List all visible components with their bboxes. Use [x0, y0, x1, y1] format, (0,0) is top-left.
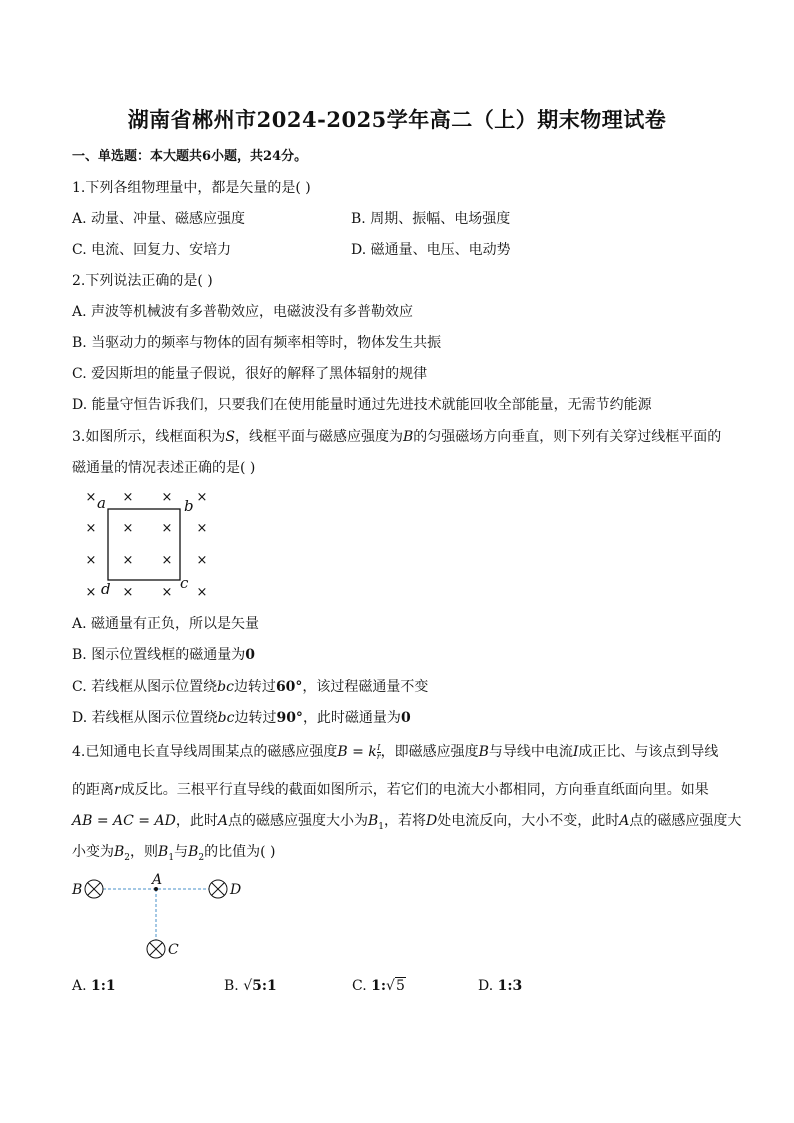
q4-text: 成反比。三根平行直导线的截面如图所示，若它们的电流大小都相同，方向垂直纸面向里。如果 — [120, 782, 709, 798]
q4-text: ，此时 — [175, 813, 218, 829]
q4-line4 — [72, 841, 275, 863]
option-letter: A. — [72, 978, 87, 994]
corner-label-a: a — [97, 494, 106, 512]
field-x-mark: × — [122, 490, 134, 505]
q4-option-d — [478, 978, 522, 994]
field-x-mark: × — [196, 553, 208, 568]
corner-label-d: d — [101, 580, 111, 598]
field-x-mark: × — [196, 490, 208, 505]
q2-option-c: C. 爱因斯坦的能量子假说，很好的解释了黑体辐射的规律 — [72, 366, 428, 382]
q4-equation: AB = AC = AD — [72, 813, 176, 829]
q4-sub-2: 2 — [198, 852, 205, 863]
q1-option-a: A. 动量、冲量、磁感应强度 — [72, 211, 246, 227]
corner-label-c: c — [180, 574, 189, 592]
q4-text: 的距离 — [72, 782, 114, 798]
sqrt-sign: √ — [386, 978, 395, 994]
q3-magnetic-field-figure — [80, 484, 220, 602]
q3-symbol-s: S — [225, 429, 235, 445]
field-x-mark: × — [196, 521, 208, 536]
q3-option-b — [72, 644, 255, 664]
q4-symbol-b2: B — [114, 844, 125, 860]
option-value: 1:1 — [91, 978, 116, 994]
q3-option-c-text: ，该过程磁通量不变 — [302, 679, 429, 695]
corner-label-b: b — [184, 497, 194, 515]
q4-option-b — [224, 978, 277, 994]
q3-option-d-text: 边转过 — [234, 710, 277, 726]
q3-angle-60: 60° — [275, 679, 303, 695]
q3-stem-part: ，线框平面与磁感应强度为 — [234, 429, 403, 445]
option-value: 1:3 — [497, 978, 523, 994]
option-value: 5:1 — [252, 978, 277, 994]
q4-line2 — [72, 779, 709, 799]
label-b: B — [72, 882, 83, 898]
q4-point-a: A — [619, 813, 630, 829]
q4-text: 处电流反向，大小不变，此时 — [437, 813, 620, 829]
field-x-mark: × — [122, 553, 134, 568]
q4-text: ，即磁感应强度 — [380, 744, 479, 760]
q4-option-a — [72, 978, 116, 994]
field-x-mark: × — [161, 490, 173, 505]
q4-formula: B = k — [337, 744, 377, 760]
q4-symbol-b: B — [478, 744, 489, 760]
q4-line1 — [72, 741, 718, 761]
field-x-mark: × — [161, 585, 173, 600]
q3-option-d-zero: 0 — [400, 710, 411, 726]
q4-sub-1: 1 — [168, 852, 175, 863]
q4-symbol-b1: B — [367, 813, 379, 829]
field-x-mark: × — [122, 521, 134, 536]
q4-text: 与 — [174, 844, 189, 860]
q3-option-b-value: 0 — [245, 647, 255, 663]
q4-text: 成正比、与该点到导线 — [578, 744, 719, 760]
q4-text: ，则 — [130, 844, 159, 860]
q1-option-b: B. 周期、振幅、电场强度 — [351, 211, 511, 227]
q4-line3 — [72, 810, 741, 832]
sqrt-radicand: 5 — [395, 978, 405, 994]
q4-text: 4.已知通电长直导线周围某点的磁感应强度 — [72, 744, 338, 760]
q4-text: 小变为 — [72, 844, 114, 860]
field-x-mark: × — [161, 521, 173, 536]
option-letter: B. — [224, 978, 239, 994]
field-x-mark: × — [85, 585, 97, 600]
q4-point-d: D — [425, 813, 438, 829]
q3-stem-line2: 磁通量的情况表述正确的是( ) — [72, 460, 256, 476]
q3-option-d — [72, 707, 411, 727]
q4-point-a: A — [217, 813, 228, 829]
label-c: C — [168, 942, 179, 958]
option-letter: C. — [352, 978, 367, 994]
q3-edge-bc: bc — [217, 710, 235, 726]
q3-option-d-text: D. 若线框从图示位置绕 — [72, 710, 218, 726]
q3-option-d-text: ，此时磁通量为 — [302, 710, 401, 726]
label-d: D — [230, 882, 242, 898]
q4-text: 点的磁感应强度大 — [629, 813, 742, 829]
q1-option-c: C. 电流、回复力、安培力 — [72, 242, 232, 258]
q4-sub-2: 2 — [124, 852, 131, 863]
q4-text: ，若将 — [383, 813, 426, 829]
q2-option-a: A. 声波等机械波有多普勒效应，电磁波没有多普勒效应 — [72, 304, 414, 320]
q4-option-c — [352, 978, 406, 994]
q3-option-a: A. 磁通量有正负，所以是矢量 — [72, 616, 260, 632]
field-x-mark: × — [85, 521, 97, 536]
q4-symbol-i: I — [572, 744, 579, 760]
q3-option-c — [72, 676, 428, 696]
section-heading: 一、单选题：本大题共6小题，共24分。 — [72, 149, 308, 164]
field-x-mark: × — [85, 553, 97, 568]
fraction-numerator: I — [377, 742, 381, 752]
fraction-denominator: r — [376, 751, 381, 761]
q3-stem-line1 — [72, 426, 721, 446]
label-a: A — [152, 872, 163, 888]
q3-angle-90: 90° — [276, 710, 303, 726]
option-value: 1: — [371, 978, 387, 994]
field-x-mark: × — [85, 490, 97, 505]
option-letter: D. — [478, 978, 494, 994]
field-x-mark: × — [122, 585, 134, 600]
q4-sub-1: 1 — [378, 821, 384, 832]
q3-stem-part: 3.如图所示，线框面积为 — [72, 429, 226, 445]
q2-stem: 2.下列说法正确的是( ) — [72, 273, 213, 289]
q1-option-d: D. 磁通量、电压、电动势 — [351, 242, 511, 258]
q4-symbol-r: r — [114, 782, 121, 798]
q3-option-c-text: 边转过 — [233, 679, 276, 695]
q4-symbol-b1: B — [158, 844, 169, 860]
q3-option-b-text: B. 图示位置线框的磁通量为 — [72, 647, 246, 663]
page-title: 湖南省郴州市2024-2025学年高二（上）期末物理试卷 — [127, 107, 667, 132]
q2-option-d: D. 能量守恒告诉我们，只要我们在使用能量时通过先进技术就能回收全部能量，无需节约能源 — [72, 397, 652, 413]
q3-symbol-b: B — [402, 429, 414, 445]
q4-wires-figure — [68, 870, 258, 966]
q4-text: 点的磁感应强度大小为 — [227, 813, 368, 829]
field-x-mark: × — [161, 553, 173, 568]
sqrt-sign: √ — [243, 978, 253, 994]
field-x-mark: × — [196, 585, 208, 600]
q2-option-b: B. 当驱动力的频率与物体的固有频率相等时，物体发生共振 — [72, 335, 442, 351]
q1-stem: 1.下列各组物理量中，都是矢量的是( ) — [72, 180, 311, 196]
q3-edge-bc: bc — [217, 679, 234, 695]
q4-symbol-b2: B — [188, 844, 199, 860]
q4-text: 的比值为( ) — [204, 844, 276, 860]
q3-stem-part: 的匀强磁场方向垂直，则下列有关穿过线框平面的 — [413, 429, 722, 445]
q4-text: 与导线中电流 — [488, 744, 573, 760]
wire-loop — [108, 509, 180, 580]
q3-option-c-text: C. 若线框从图示位置绕 — [72, 679, 218, 695]
